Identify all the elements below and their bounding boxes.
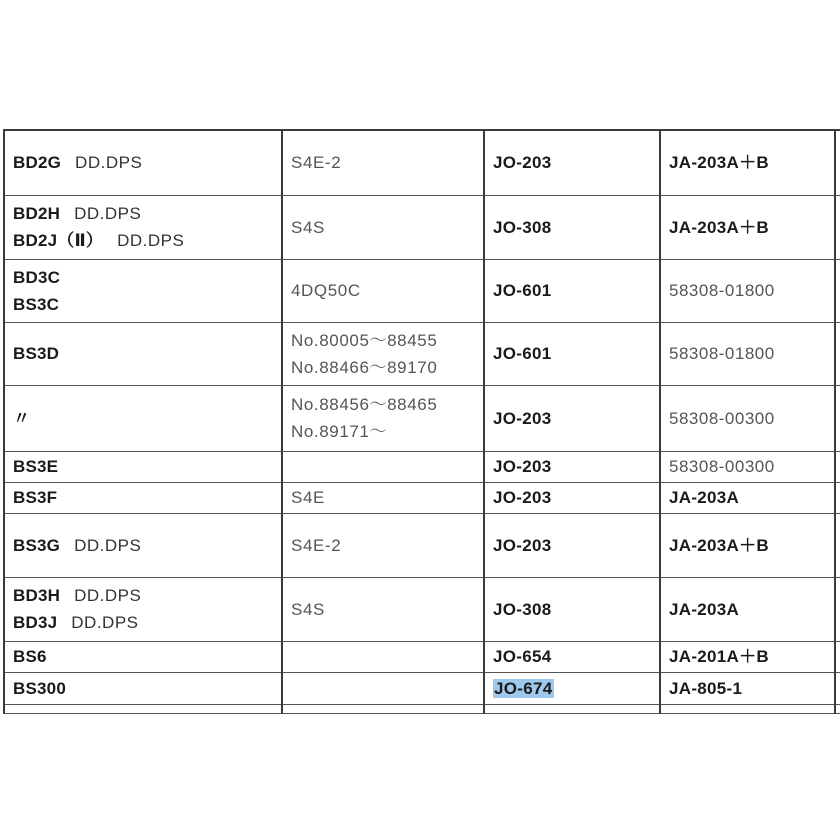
model-name: BD3H: [13, 586, 61, 605]
ja-part-number: JA-203A＋B: [669, 153, 770, 173]
jo-part-number: JO-203: [493, 408, 552, 428]
table-row: [4, 451, 840, 482]
ja-part-cell: [660, 482, 835, 513]
ja-part-cell: [660, 577, 835, 641]
table-row: [4, 322, 840, 385]
cutoff-cell: [835, 130, 840, 195]
model-cell: [4, 451, 282, 482]
jo-part-cell: [484, 451, 660, 482]
table-row: [4, 482, 840, 513]
engine-spec-cell: [282, 451, 484, 482]
model-cell: [4, 672, 282, 704]
model-name: BS3C: [13, 294, 60, 314]
jo-part-cell: [484, 130, 660, 195]
model-name: BS3D: [13, 344, 60, 363]
ja-part-cell: [660, 130, 835, 195]
ja-part-number: JA-203A: [669, 488, 740, 507]
engine-spec-text: 4DQ50C: [291, 281, 361, 300]
jo-part-cell: [484, 259, 660, 322]
model-name: BS3G: [13, 535, 61, 555]
model-name: BS300: [13, 678, 66, 698]
model-cell: [4, 513, 282, 577]
model-line: [13, 291, 281, 318]
engine-spec-cell: [282, 482, 484, 513]
jo-part-number: JO-601: [493, 281, 552, 300]
model-name: BD3C: [13, 267, 61, 287]
parts-table-body: [4, 130, 840, 713]
jo-part-cell: [484, 385, 660, 451]
ja-part-number: 58308-00300: [669, 408, 775, 428]
jo-part-cell: [484, 322, 660, 385]
ja-part-number: JA-203A＋B: [669, 535, 770, 555]
cutoff-cell: [835, 195, 840, 259]
model-variant-tag: DD.DPS: [74, 535, 142, 555]
table-row: [4, 641, 840, 672]
jo-part-number: JO-203: [493, 153, 552, 173]
ja-part-cell: [660, 641, 835, 672]
table-row: [4, 577, 840, 641]
engine-spec-text: S4E-2: [291, 153, 342, 173]
table-row: [4, 259, 840, 322]
engine-spec-cell: [282, 130, 484, 195]
model-variant-tag: DD.DPS: [75, 153, 143, 173]
ja-part-number: JA-805-1: [669, 678, 743, 698]
empty-cell: [660, 704, 835, 713]
model-line: [13, 149, 281, 176]
empty-cell: [484, 704, 660, 713]
cutoff-cell: [835, 322, 840, 385]
engine-spec-text: S4E: [291, 488, 325, 507]
model-cell: [4, 195, 282, 259]
engine-spec-text: No.89171～: [291, 422, 388, 441]
engine-spec-cell: [282, 195, 484, 259]
table-row: [4, 195, 840, 259]
table-row: [4, 130, 840, 195]
engine-spec-text: S4S: [291, 217, 325, 237]
model-cell: [4, 385, 282, 451]
model-cell: [4, 259, 282, 322]
engine-spec-cell: [282, 385, 484, 451]
model-cell: [4, 482, 282, 513]
engine-spec-cell: [282, 577, 484, 641]
model-variant-tag: DD.DPS: [74, 586, 142, 605]
ja-part-cell: [660, 195, 835, 259]
ja-part-cell: [660, 513, 835, 577]
jo-part-cell: [484, 513, 660, 577]
jo-part-cell: [484, 195, 660, 259]
engine-spec-text: S4E-2: [291, 535, 342, 555]
jo-part-number: JO-203: [493, 488, 552, 507]
model-line: [13, 340, 281, 367]
jo-part-cell: [484, 641, 660, 672]
model-line: [13, 405, 281, 432]
engine-spec-text: No.88466～89170: [291, 357, 438, 377]
ja-part-number: 58308-01800: [669, 344, 775, 363]
parts-table: [3, 129, 840, 714]
cutoff-cell: [835, 259, 840, 322]
cutoff-cell: [835, 577, 840, 641]
cutoff-cell: [835, 385, 840, 451]
model-line: [13, 643, 281, 670]
cutoff-cell: [835, 451, 840, 482]
model-line: [13, 582, 281, 609]
model-cell: [4, 577, 282, 641]
model-line: [13, 609, 281, 636]
cutoff-cell: [835, 641, 840, 672]
model-name: BS3E: [13, 457, 59, 476]
model-variant-tag: DD.DPS: [74, 204, 142, 223]
engine-spec-cell: [282, 672, 484, 704]
model-variant-tag: DD.DPS: [71, 613, 139, 632]
ja-part-number: 58308-00300: [669, 457, 775, 476]
table-row: [4, 385, 840, 451]
empty-cell: [835, 704, 840, 713]
jo-part-number: JO-308: [493, 599, 552, 619]
model-line: [13, 675, 281, 702]
model-name: BD2H: [13, 204, 61, 223]
cutoff-cell: [835, 482, 840, 513]
engine-spec-text: No.88456～88465: [291, 395, 438, 414]
jo-part-cell: [484, 672, 660, 704]
model-name: BD2G: [13, 153, 62, 173]
cutoff-cell: [835, 513, 840, 577]
engine-spec-cell: [282, 322, 484, 385]
jo-part-cell: [484, 482, 660, 513]
ja-part-number: JA-203A: [669, 599, 740, 619]
model-line: [13, 484, 281, 511]
engine-spec-cell: [282, 641, 484, 672]
jo-part-number: JO-308: [493, 217, 552, 237]
ja-part-cell: [660, 385, 835, 451]
ja-part-cell: [660, 451, 835, 482]
model-name: BD2J（Ⅱ）: [13, 231, 104, 250]
model-line: [13, 200, 281, 227]
table-row: [4, 672, 840, 704]
model-name: BD3J: [13, 613, 58, 632]
empty-cell: [282, 704, 484, 713]
model-line: [13, 227, 281, 254]
ja-part-number: JA-203A＋B: [669, 217, 770, 237]
model-line: [13, 264, 281, 291]
ja-part-cell: [660, 259, 835, 322]
model-line: [13, 532, 281, 559]
ja-part-number: 58308-01800: [669, 281, 775, 300]
table-row: [4, 513, 840, 577]
jo-part-number: JO-203: [493, 457, 552, 476]
engine-spec-cell: [282, 259, 484, 322]
ja-part-cell: [660, 672, 835, 704]
empty-cell: [4, 704, 282, 713]
jo-part-number: JO-203: [493, 535, 552, 555]
model-name: BS6: [13, 647, 47, 666]
engine-spec-text: S4S: [291, 599, 325, 619]
engine-spec-cell: [282, 513, 484, 577]
cutoff-cell: [835, 672, 840, 704]
engine-spec-text: No.80005～88455: [291, 330, 438, 350]
model-variant-tag: DD.DPS: [117, 231, 185, 250]
table-row-partial: [4, 704, 840, 713]
model-cell: [4, 130, 282, 195]
jo-part-number: JO-654: [493, 647, 552, 666]
ja-part-number: JA-201A＋B: [669, 647, 770, 666]
ja-part-cell: [660, 322, 835, 385]
jo-part-number: JO-601: [493, 344, 552, 363]
jo-part-cell: [484, 577, 660, 641]
model-name: BS3F: [13, 488, 58, 507]
model-cell: [4, 641, 282, 672]
jo-part-number-highlighted: JO-674: [494, 678, 553, 698]
model-line: [13, 453, 281, 480]
model-name: 〃: [13, 408, 31, 428]
model-cell: [4, 322, 282, 385]
